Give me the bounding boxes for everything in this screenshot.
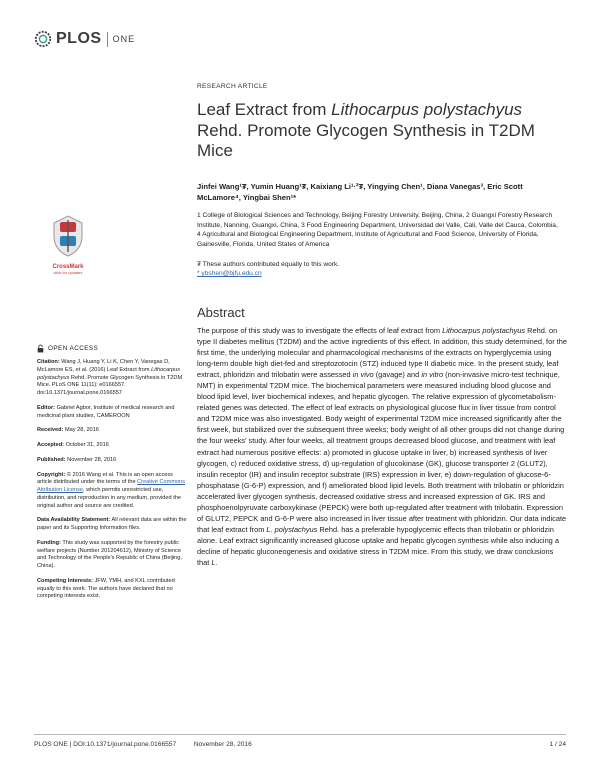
equal-contribution-note: ₮ These authors contributed equally to this work. xyxy=(197,261,340,268)
abstract-species-3: L. xyxy=(211,557,218,567)
abstract-in-vitro: in vitro xyxy=(421,370,444,380)
abstract-species-2: L. polystachyus xyxy=(266,524,318,534)
title-part-2: Rehd. Promote Glycogen Synthesis in T2DM Mice xyxy=(197,120,535,160)
editor-label: Editor: xyxy=(37,404,56,411)
abstract-in-vivo: in vivo xyxy=(352,370,374,380)
published-block xyxy=(37,457,187,465)
author-notes xyxy=(197,260,339,278)
editor-text: Gabriel Agbor, Institute of medical research and medicinal plant studies, CAMEROON xyxy=(37,404,175,419)
affiliations: 1 College of Biological Sciences and Technology, Beijing Forestry University, Beijing, China, 2 Guangxi Forestry Research Institute, Nanning, Guangxi, China, 3 Food Engineering Department, Universidad del Valle, Cali, Valle del Cauca, Colombia, 4 Agricultural and Biological Engineering Department, Institute of Agricultural and Food Science, University of Florida, Gainesville, Florida, United States of America xyxy=(197,212,558,248)
citation-block xyxy=(37,359,187,398)
footer-journal: PLOS ONE xyxy=(34,741,68,748)
abstract-body xyxy=(197,325,567,568)
funding-text: This study was supported by the forestry public welfare projects (Number 201204612), Ministry of Science and Technology of the People's Republic of China (Beijing, China). xyxy=(37,539,182,569)
open-access-label: OPEN ACCESS xyxy=(48,344,99,352)
citation-text-1: Wang J, Huang Y, Li K, Chen Y, Vanegas D, McLamore ES, et al. (2016) Leaf Extract from xyxy=(37,359,170,373)
footer-separator: | xyxy=(69,741,72,748)
competing-interests-label: Competing Interests: xyxy=(37,577,93,584)
copyright-label: Copyright: xyxy=(37,471,66,478)
article-type: RESEARCH ARTICLE xyxy=(197,83,268,90)
article-info-sidebar xyxy=(37,344,187,608)
data-availability-label: Data Availability Statement: xyxy=(37,517,111,524)
title-part-1: Leaf Extract from xyxy=(197,100,332,119)
published-date: November 28, 2016 xyxy=(65,456,117,463)
abstract-species-1: Lithocarpus polystachyus xyxy=(442,326,526,335)
accepted-block xyxy=(37,442,187,450)
accepted-date: October 31, 2016 xyxy=(64,442,109,448)
data-availability-text: All relevant data are within the paper and its Supporting Information files. xyxy=(37,517,187,531)
editor-block xyxy=(37,405,187,421)
abstract-text-1: The purpose of this study was to investigate the effects of leaf extract from xyxy=(197,326,443,335)
cc-license-link[interactable]: Creative Commons Attribution License xyxy=(37,479,185,493)
open-access-badge xyxy=(37,344,187,353)
abstract-text-5: Rehd. has a preferable hypoglycemic effects than trilobatin or phloridzin alone. Leaf extract significantly increased glucose uptake and hepatic glycogen synthesis while also inducing a decline of hepatic gluconeogenesis and oxidative stress in T2DM mice. From this study, we draw conclusions that xyxy=(197,524,559,567)
data-availability-block xyxy=(37,517,187,533)
crossmark-icon xyxy=(50,214,86,258)
footer-divider xyxy=(34,734,566,735)
page-number: 1 / 24 xyxy=(549,741,566,748)
received-label: Received: xyxy=(37,427,64,434)
logo-divider xyxy=(107,32,108,47)
copyright-block xyxy=(37,472,187,511)
crossmark-badge[interactable] xyxy=(38,214,98,275)
abstract-text-2: Rehd. on type II diabetes mellitus (T2DM) and the active ingredients of this effect. In addition, this study determined, for the first time, the underlying molecular and pharmacological mechanisms of the extracts on hyperglycemia using long-term double high diet-fed and streptozotocin (STZ) induced type II diabetic mice. In the present study, leaf extract, phloridzin and trilobatin were assessed xyxy=(197,326,567,380)
crossmark-label: CrossMark xyxy=(52,264,84,270)
published-label: Published: xyxy=(37,456,66,463)
copyright-text-1: © 2016 Wang et al. This is an open access article distributed under the terms of the xyxy=(37,471,173,486)
plos-one-logo[interactable] xyxy=(34,29,135,49)
copyright-text-2: , which permits unrestricted use, distribution, and reproduction in any medium, provided the original author and source are credited. xyxy=(37,487,181,509)
footer-doi[interactable]: DOI:10.1371/journal.pone.0166557 xyxy=(73,741,177,748)
journal-name: ONE xyxy=(112,34,136,44)
citation-label: Citation: xyxy=(37,359,60,365)
competing-interests-block xyxy=(37,578,187,601)
received-date: May 28, 2016 xyxy=(63,427,99,434)
accepted-label: Accepted: xyxy=(37,442,65,448)
open-lock-icon xyxy=(37,344,44,353)
plos-wordmark: PLOS xyxy=(56,30,102,47)
abstract-heading: Abstract xyxy=(197,305,245,320)
competing-interests-text: JFW, YMH, and KXL contributed equally to this work. The authors have declared that no competing interests exist. xyxy=(37,577,175,600)
abstract-text-4: (non-invasive micro-test technique, NMT) in experimental T2DM mice. The biochemical parameters were measured including blood glucose and blood lipid level, liver biochemical indexes, and hepatic glycogen. The relative expression of glycometabolism-related genes was detected. The effect of leaf extracts on physiological glucose flux in liver tissue from control and T2DM mice was also investigated. Body weight of experimental T2DM mice increased significantly after the first week, but stabilized over the subsequent three weeks; body weight of all other groups did not change during the four weeks' study. After four weeks, all treatment groups decreased blood glucose, and treatment with leaf extract had numerous positive effects: a) promoted in glucose uptake in liver, b) increased synthesis of liver glycogen, c) reduced oxidative stress, d) up-regulation of glucokinase (GK), glucose transporter 2 (GLUT2), insulin receptor (IR) and insulin receptor substrate (IRS) expression in liver, e) down-regulation of glucose-6-phosphatase (G-6-P) expression, and f) ameliorated blood lipid levels. Both treatment with trilobatin or phloridzin accelerated liver glycogen synthesis, decreased oxidative stress and increased expression of GK. IRS and phosphoenolpyruvate carboxykinase (PEPCK) were both up-regulated after treatment with trilobatin. Expression of GLUT2, PEPCK and G-6-P were also increased in liver tissue after treatment with phloridzin. Our data indicate that leaf extract from xyxy=(197,370,567,534)
abstract-text-3: (gavage) and xyxy=(373,370,422,380)
crossmark-sublabel: click for updates xyxy=(53,270,83,275)
plos-gear-icon xyxy=(34,30,52,48)
title-species: Lithocarpus polystachyus xyxy=(331,100,523,119)
funding-label: Funding: xyxy=(37,539,61,546)
author-list: Jinfei Wang¹₮, Yumin Huang¹₮, Kaixiang Li¹·²₮, Yingying Chen¹, Diana Vanegas³, Eric Scott McLamore⁴, Yingbai Shen¹* xyxy=(197,182,523,202)
page-footer xyxy=(34,741,252,748)
funding-block xyxy=(37,540,187,571)
footer-date: November 28, 2016 xyxy=(193,741,252,748)
citation-species: Lithocarpus polystachyus xyxy=(37,366,181,381)
corresponding-email-link[interactable]: * ybshen@bjfu.edu.cn xyxy=(197,270,262,278)
citation-text-2: Rehd. Promote Glycogen Synthesis in T2DM Mice. PLoS ONE 11(11): e0166557. doi:10.1371/journal.pone.0166557 xyxy=(37,374,183,396)
article-title xyxy=(197,100,557,162)
received-block xyxy=(37,427,187,435)
